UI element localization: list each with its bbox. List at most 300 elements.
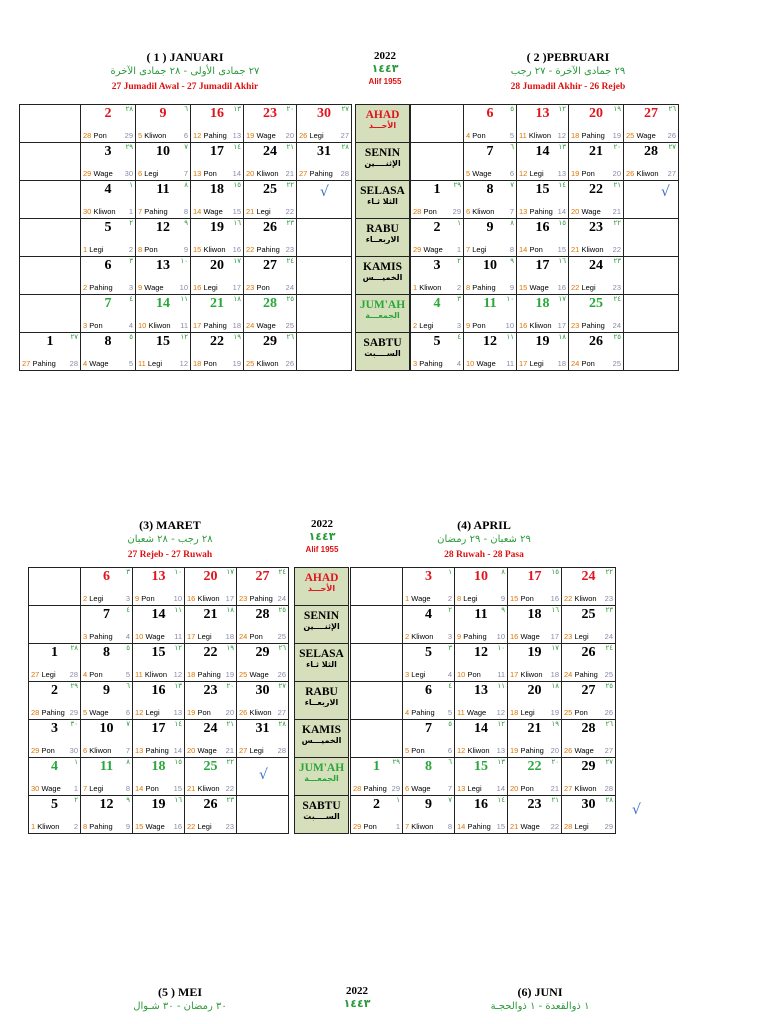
hijri-day-number: ٢٤ xyxy=(278,568,286,576)
day-cell xyxy=(455,682,508,720)
lunar-day: 21 xyxy=(571,245,580,254)
day-cell-content xyxy=(185,720,236,757)
javanese-day: 26 xyxy=(285,359,294,368)
pasaran-name: Wage xyxy=(145,632,165,641)
day-cell xyxy=(81,682,133,720)
pasaran-line xyxy=(83,207,133,216)
lunar-day: 9 xyxy=(466,321,471,330)
lunar-day: 27 xyxy=(22,359,31,368)
day-cell-content xyxy=(455,796,507,833)
pasaran-line xyxy=(239,708,286,717)
javanese-day: 9 xyxy=(125,822,130,831)
weekday-row xyxy=(295,606,349,644)
hijri-day-number: ١٦ xyxy=(174,796,182,804)
javanese-day: 16 xyxy=(550,594,559,603)
day-number: 24 xyxy=(581,569,596,584)
day-number: 27 xyxy=(255,569,270,584)
lunar-day: 29 xyxy=(83,169,92,178)
pasaran-line xyxy=(187,822,234,831)
hijri-day-number: ١٠ xyxy=(180,257,188,265)
hijri-day-number: ٧ xyxy=(126,720,130,728)
pasaran-name: Wage xyxy=(476,359,496,368)
hijri-day-number: ٢ xyxy=(457,257,461,265)
day-number: 14 xyxy=(156,296,170,311)
hijri-day-number: ٣ xyxy=(448,644,452,652)
day-number: 11 xyxy=(483,296,497,311)
pasaran-line xyxy=(466,359,514,368)
hijri-day-number: ٦ xyxy=(126,682,130,690)
day-number: 18 xyxy=(535,296,550,311)
weekday-arabic: الجمعـــة xyxy=(304,774,339,783)
lunar-day: 23 xyxy=(239,594,248,603)
javanese-day: 25 xyxy=(612,359,621,368)
javanese-day: 5 xyxy=(447,708,452,717)
day-cell xyxy=(29,644,81,682)
day-number: 21 xyxy=(210,296,224,311)
day-number: 10 xyxy=(99,721,114,736)
day-cell-content xyxy=(29,644,80,681)
day-number: 4 xyxy=(51,759,58,774)
pasaran-name: Pon xyxy=(203,359,217,368)
lunar-day: 8 xyxy=(138,245,143,254)
weekday-row xyxy=(295,796,349,834)
javanese-day: 21 xyxy=(225,746,234,755)
day-cell-content xyxy=(191,143,243,180)
day-number: 1 xyxy=(433,182,441,197)
week-row xyxy=(351,682,616,720)
day-number: 19 xyxy=(535,334,550,349)
javanese-day: 24 xyxy=(612,321,621,330)
lunar-day: 25 xyxy=(564,708,573,717)
pasaran-line xyxy=(413,359,461,368)
pasaran-name: Kliwon xyxy=(148,321,171,330)
weekday-row xyxy=(295,720,349,758)
day-cell-content xyxy=(508,796,561,833)
javanese-day: 8 xyxy=(183,207,188,216)
day-number: 29 xyxy=(255,645,270,660)
day-number: 17 xyxy=(151,721,166,736)
pasaran-name: Kliwon xyxy=(411,822,434,831)
weekday-arabic: الخميـــس xyxy=(362,273,403,282)
day-number: 28 xyxy=(644,144,658,159)
lunar-day: 5 xyxy=(138,131,143,140)
hijri-day-number: ٢٩ xyxy=(70,682,78,690)
month-title: ( 1 ) JANUARI xyxy=(146,50,224,64)
week-row xyxy=(20,219,352,257)
pasaran-line xyxy=(564,822,613,831)
lunar-day: 1 xyxy=(31,822,36,831)
day-cell xyxy=(562,682,616,720)
pasaran-line xyxy=(564,632,613,641)
pasaran-name: Kliwon xyxy=(467,746,490,755)
gregorian-year: 2022 xyxy=(374,50,396,62)
day-cell-content xyxy=(133,644,184,681)
day-cell-content xyxy=(569,219,623,256)
pasaran-name: Kliwon xyxy=(256,359,279,368)
day-cell xyxy=(403,796,455,834)
day-number: 5 xyxy=(51,797,58,812)
day-number: 13 xyxy=(474,683,488,698)
pasaran-name: Pahing xyxy=(467,822,491,831)
hijri-day-number: ٢٨ xyxy=(278,720,286,728)
javanese-day: 20 xyxy=(612,169,621,178)
gregorian-year: 2022 xyxy=(346,985,368,997)
day-number: 2 xyxy=(433,220,441,235)
javanese-day: 29 xyxy=(391,784,400,793)
day-cell-content xyxy=(185,644,236,681)
day-cell xyxy=(351,682,403,720)
pasaran-name: Legi xyxy=(309,131,324,140)
pasaran-name: Legi xyxy=(197,632,212,641)
day-number: 19 xyxy=(527,645,542,660)
lunar-day: 16 xyxy=(519,321,528,330)
hijri-day-number: ٥ xyxy=(129,333,133,341)
day-cell-content xyxy=(508,568,561,605)
hijri-day-number: ١٩ xyxy=(226,644,234,652)
pasaran-line xyxy=(564,670,613,679)
day-number: 14 xyxy=(535,144,550,159)
day-cell xyxy=(508,606,562,644)
month-grid xyxy=(19,104,352,371)
day-number: 30 xyxy=(317,106,331,121)
javanese-day: 11 xyxy=(180,321,188,330)
pasaran-line xyxy=(571,321,621,330)
pasaran-name: Pon xyxy=(203,169,217,178)
lunar-day: 11 xyxy=(138,359,146,368)
javanese-day: 3 xyxy=(456,321,461,330)
lunar-day: 27 xyxy=(239,746,248,755)
day-cell xyxy=(455,758,508,796)
hijri-year: ١٤٤٣ xyxy=(308,530,336,543)
pasaran-name: Pon xyxy=(93,131,107,140)
pasaran-line xyxy=(246,169,294,178)
hijri-year: ١٤٤٣ xyxy=(343,997,371,1010)
pasaran-name: Wage xyxy=(93,169,113,178)
day-number: 11 xyxy=(474,607,488,622)
day-cell xyxy=(517,295,569,333)
lunar-day: 11 xyxy=(457,708,465,717)
day-cell xyxy=(237,606,289,644)
day-number: 4 xyxy=(104,182,112,197)
day-cell xyxy=(624,333,679,371)
pasaran-line xyxy=(564,746,613,755)
week-row xyxy=(411,295,679,333)
weekday-cell xyxy=(295,796,349,834)
lunar-day: 26 xyxy=(299,131,308,140)
pasaran-name: Pahing xyxy=(203,321,227,330)
day-cell xyxy=(624,143,679,181)
javanese-day: 1 xyxy=(128,207,133,216)
weekday-cell xyxy=(356,181,410,219)
javanese-day: 10 xyxy=(496,632,505,641)
lunar-day: 22 xyxy=(246,245,255,254)
pasaran-name: Kliwon xyxy=(472,207,495,216)
day-cell xyxy=(464,295,517,333)
day-cell xyxy=(569,333,624,371)
pasaran-name: Pon xyxy=(472,321,486,330)
hijri-day-number: ٢٧ xyxy=(605,758,613,766)
checkmark-icon: √ xyxy=(320,184,329,200)
hijri-day-number: ١٢ xyxy=(497,720,505,728)
hijri-day-number: ٢٥ xyxy=(278,606,286,614)
pasaran-name: Legi xyxy=(467,784,482,793)
day-number: 10 xyxy=(156,144,170,159)
hijri-day-number: ١ xyxy=(396,796,400,804)
day-cell-content xyxy=(244,143,296,180)
pasaran-line xyxy=(135,632,182,641)
lunar-day: 18 xyxy=(571,131,580,140)
pasaran-name: Pahing xyxy=(89,632,113,641)
pasaran-line xyxy=(519,283,566,292)
hijri-day-number: ٢٢ xyxy=(613,219,621,227)
weekday-name: KAMIS xyxy=(363,261,402,273)
day-number: 30 xyxy=(581,797,596,812)
day-cell xyxy=(351,796,403,834)
weekday-name: JUM'AH xyxy=(359,299,406,311)
javanese-day: 6 xyxy=(125,708,130,717)
day-number: 15 xyxy=(151,645,166,660)
lunar-day: 3 xyxy=(83,632,88,641)
day-cell xyxy=(81,257,136,295)
day-number: 12 xyxy=(483,334,497,349)
hijri-day-number: ٢٣ xyxy=(286,219,294,227)
day-cell-content xyxy=(185,606,236,643)
day-cell xyxy=(562,720,616,758)
javanese-day: 24 xyxy=(285,283,294,292)
pasaran-name: Legi xyxy=(89,594,104,603)
day-number: 8 xyxy=(425,759,432,774)
pasaran-line xyxy=(193,359,241,368)
day-number: 2 xyxy=(373,797,380,812)
javanese-day: 25 xyxy=(285,321,294,330)
pasaran-line xyxy=(193,321,241,330)
month-title: (4) APRIL xyxy=(457,518,511,532)
pasaran-line xyxy=(31,784,78,793)
day-number: 24 xyxy=(263,144,277,159)
pasaran-line xyxy=(187,632,234,641)
day-cell-content xyxy=(29,682,80,719)
lunar-day: 24 xyxy=(246,321,255,330)
day-cell xyxy=(244,257,297,295)
day-number: 12 xyxy=(474,645,488,660)
day-number: 15 xyxy=(156,334,170,349)
javanese-day: 23 xyxy=(285,245,294,254)
javanese-day: 23 xyxy=(604,594,613,603)
lunar-day: 2 xyxy=(83,594,88,603)
day-number: 6 xyxy=(103,569,110,584)
pasaran-name: Pon xyxy=(472,131,486,140)
hijri-range: ١ ذوالقعدة - ١ ذوالحجـة xyxy=(490,1001,590,1012)
weekday-cell xyxy=(356,295,410,333)
day-number: 14 xyxy=(474,721,488,736)
hijri-day-number: ٣ xyxy=(129,257,133,265)
lunar-day: 16 xyxy=(187,594,196,603)
hijri-day-number: ٢١ xyxy=(226,720,234,728)
javanese-day: 18 xyxy=(232,321,241,330)
weekday-arabic: الأحـــد xyxy=(368,121,397,130)
javanese-day: 23 xyxy=(225,822,234,831)
day-cell xyxy=(20,105,81,143)
hijri-day-number: ٢٨ xyxy=(605,796,613,804)
pasaran-line xyxy=(83,169,133,178)
day-cell xyxy=(411,257,464,295)
pasaran-name: Pon xyxy=(520,594,534,603)
weekday-name: RABU xyxy=(366,223,399,235)
day-cell xyxy=(136,219,191,257)
day-cell xyxy=(403,644,455,682)
lunar-day: 2 xyxy=(83,283,88,292)
pasaran-name: Pahing xyxy=(363,784,387,793)
javanese-day: 22 xyxy=(612,245,621,254)
javanese-day: 8 xyxy=(447,822,452,831)
lunar-day: 14 xyxy=(193,207,202,216)
day-cell xyxy=(403,568,455,606)
day-number: 27 xyxy=(581,683,596,698)
javanese-year: Alif 1955 xyxy=(368,77,402,86)
day-cell-content xyxy=(81,143,135,180)
day-number: 14 xyxy=(151,607,166,622)
pasaran-line xyxy=(564,784,613,793)
pasaran-name: Kliwon xyxy=(197,594,220,603)
week-row xyxy=(411,143,679,181)
pasaran-name: Pon xyxy=(256,283,270,292)
pasaran-line xyxy=(405,784,452,793)
pasaran-name: Kliwon xyxy=(529,321,552,330)
day-number: 6 xyxy=(104,258,112,273)
day-cell xyxy=(185,682,237,720)
lunar-day: 23 xyxy=(246,283,255,292)
day-cell xyxy=(191,105,244,143)
pasaran-line xyxy=(571,359,621,368)
lunar-day: 16 xyxy=(510,632,519,641)
hijri-day-number: ١٩ xyxy=(613,105,621,113)
weekday-row xyxy=(356,295,410,333)
lunar-day: 7 xyxy=(138,207,143,216)
month-title: ( 2 )PEBRUARI xyxy=(526,50,610,64)
weekday-arabic: الجمعـــة xyxy=(365,311,400,320)
javanese-day: 5 xyxy=(128,359,133,368)
pasaran-name: Pahing xyxy=(144,207,168,216)
javanese-day: 4 xyxy=(456,359,461,368)
day-cell xyxy=(464,105,517,143)
hijri-day-number: ٦ xyxy=(184,105,188,113)
lunar-day: 22 xyxy=(564,594,573,603)
pasaran-name: Pahing xyxy=(203,131,227,140)
hijri-day-number: ١٦ xyxy=(233,219,241,227)
day-number: 6 xyxy=(486,106,494,121)
week-row xyxy=(20,257,352,295)
day-number: 4 xyxy=(425,607,432,622)
day-cell-content xyxy=(191,181,243,218)
day-number: 28 xyxy=(255,607,270,622)
day-cell xyxy=(508,682,562,720)
lunar-day: 8 xyxy=(457,594,462,603)
pasaran-name: Pon xyxy=(467,670,481,679)
pasaran-name: Wage xyxy=(41,784,61,793)
day-cell xyxy=(517,257,569,295)
pasaran-line xyxy=(466,207,514,216)
day-number: 8 xyxy=(486,182,494,197)
lunar-day: 6 xyxy=(138,169,143,178)
weekday-cell xyxy=(356,143,410,181)
day-cell xyxy=(403,720,455,758)
pasaran-name: Kliwon xyxy=(144,670,167,679)
day-cell xyxy=(136,105,191,143)
hijri-day-number: ٢٠ xyxy=(613,143,621,151)
lunar-day: 15 xyxy=(135,822,144,831)
day-number: 21 xyxy=(589,144,603,159)
javanese-day: 1 xyxy=(395,822,400,831)
day-cell-content xyxy=(508,606,561,643)
day-cell xyxy=(351,758,403,796)
weekday-row xyxy=(356,105,410,143)
day-cell xyxy=(297,257,352,295)
pasaran-name: Wage xyxy=(520,632,540,641)
pasaran-name: Wage xyxy=(423,245,443,254)
day-cell-content xyxy=(237,682,288,719)
javanese-day: 29 xyxy=(124,131,133,140)
pasaran-name: Legi xyxy=(147,359,163,368)
hijri-day-number: ١٢ xyxy=(174,644,182,652)
day-cell xyxy=(562,758,616,796)
day-number: 16 xyxy=(151,683,166,698)
weekday-column xyxy=(294,567,349,834)
day-cell xyxy=(411,105,464,143)
day-number: 7 xyxy=(425,721,432,736)
day-cell-content xyxy=(81,606,132,643)
weekday-arabic: الســــبت xyxy=(364,349,401,358)
day-cell-content xyxy=(562,606,615,643)
week-row xyxy=(20,181,352,219)
hijri-day-number: ٢٠ xyxy=(551,758,559,766)
day-cell xyxy=(517,105,569,143)
lunar-day: 6 xyxy=(405,784,410,793)
day-number: 20 xyxy=(589,106,603,121)
pasaran-line xyxy=(519,321,566,330)
hijri-day-number: ١١ xyxy=(174,606,182,614)
lunar-day: 4 xyxy=(83,670,88,679)
day-cell xyxy=(517,181,569,219)
pasaran-name: Legi xyxy=(41,670,56,679)
hijri-day-number: ٢١ xyxy=(286,143,294,151)
day-cell xyxy=(237,720,289,758)
day-cell xyxy=(133,682,185,720)
lunar-day: 11 xyxy=(519,131,527,140)
day-cell xyxy=(20,219,81,257)
day-number: 28 xyxy=(263,296,277,311)
pasaran-line xyxy=(571,169,621,178)
lunar-day: 19 xyxy=(571,169,580,178)
javanese-day: 16 xyxy=(173,822,182,831)
weekday-arabic: الأحـــد xyxy=(307,584,336,593)
pasaran-line xyxy=(239,746,286,755)
pasaran-name: Kliwon xyxy=(581,245,604,254)
lunar-day: 25 xyxy=(246,359,255,368)
weekday-name: SABTU xyxy=(302,800,341,812)
hijri-day-number: ١٨ xyxy=(558,333,566,341)
day-cell-content xyxy=(237,568,288,605)
hijri-day-number: ٥ xyxy=(126,644,130,652)
javanese-day: 12 xyxy=(179,359,188,368)
pasaran-name: Wage xyxy=(89,359,109,368)
week-row xyxy=(29,568,289,606)
pasaran-line xyxy=(413,283,461,292)
pasaran-name: Pon xyxy=(144,245,158,254)
weekday-row xyxy=(295,682,349,720)
hijri-day-number: ٨ xyxy=(501,568,505,576)
day-cell-content xyxy=(133,796,184,833)
day-number: 20 xyxy=(527,683,542,698)
